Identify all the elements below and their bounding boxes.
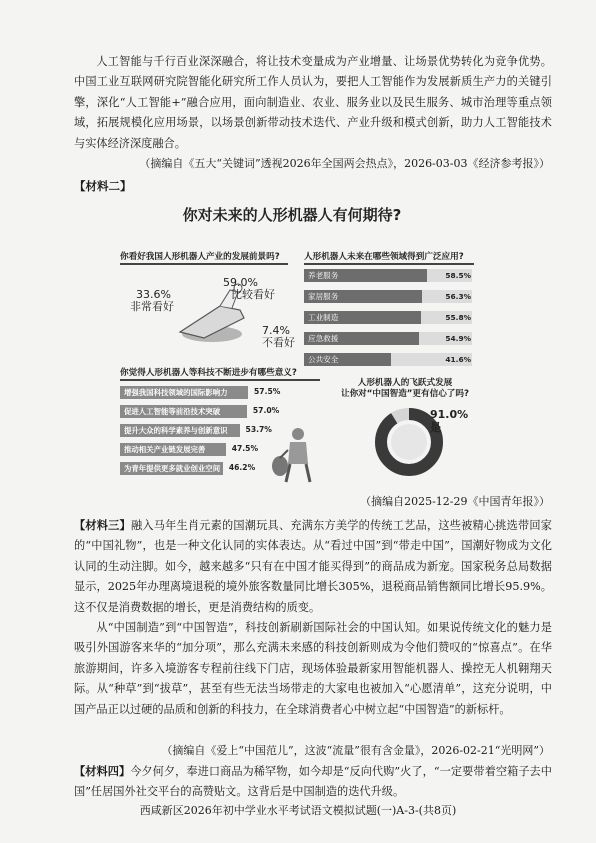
meaning-bar-row	[120, 386, 320, 399]
meaning-value: 46.2%	[228, 463, 256, 472]
pct-somewhat: 59.0%	[223, 276, 258, 289]
field-label: 养老服务	[308, 271, 339, 280]
field-value: 41.6%	[445, 355, 471, 364]
field-bar-row	[304, 353, 474, 366]
meaning-bar-row	[120, 405, 320, 418]
question-prospect: 你看好我国人形机器人产业的发展前景吗?	[120, 250, 288, 265]
meaning-label: 推动相关产业链发展完善	[124, 445, 206, 454]
meaning-value: 57.0%	[252, 406, 280, 415]
material4-label: 【材料四】	[74, 765, 131, 778]
label-somewhat: 比较看好	[231, 288, 275, 301]
infographic	[102, 200, 482, 483]
confidence-line1: 人形机器人的飞跃式发展	[357, 378, 453, 388]
question-meaning: 你觉得人形机器人等科技不断进步有哪些意义?	[120, 366, 320, 381]
confidence-pct: 91.0%	[430, 408, 469, 421]
field-bar-row	[304, 269, 474, 282]
material4-text: 今夕何夕，奉进口商品为稀罕物，如今却是“反向代购”火了，“一定要带着空箱子去中国”任居国外社交平台的高赞贴文。这背后是中国制造的迭代升级。	[74, 765, 552, 799]
field-label: 工业制造	[308, 313, 339, 322]
meaning-label: 提升大众的科学素养与创新意识	[124, 426, 228, 435]
field-label: 公共安全	[308, 355, 339, 364]
field-value: 55.8%	[445, 313, 471, 322]
pct-very: 33.6%	[136, 288, 171, 301]
material1-citation: （摘编自《五大“关键词”透视2026年全国两会热点》，2026-03-03《经济参考报》）	[139, 157, 550, 170]
material3-citation: （摘编自《爱上“中国范儿”，这波“流量”很有含金量》，2026-02-21“光明网”）	[161, 744, 550, 757]
material3-p1-text: 融入马年生肖元素的国潮玩具、充满东方美学的传统工艺品，这些被精心挑选带回家的“中国礼物”，也是一种文化认同的实体表达。从“看过中国”到“带走中国”，国潮好物成为文化认同的生动注脚。如今，越来越多“只有在中国才能买得到”的商品成为新宠。国家税务总局数据显示，2025年办理离境退税的境外旅客数量同比增长305%，退税商品销售额同比增长95.9%。这不仅是消费数据的增长，更是消费结构的质变。	[74, 519, 552, 614]
pie-label-somewhat-optimistic	[223, 277, 275, 301]
material3-label: 【材料三】	[74, 519, 131, 532]
meaning-value: 57.5%	[254, 387, 281, 396]
field-label: 应急救援	[308, 334, 339, 343]
field-value: 54.9%	[445, 334, 471, 343]
field-label: 家居服务	[308, 292, 339, 301]
material2-citation: （摘编自2025-12-29《中国青年报》）	[360, 495, 550, 508]
pie-label-very-optimistic	[130, 289, 174, 313]
pct-not: 7.4%	[262, 324, 290, 337]
question-fields: 人形机器人未来在哪些领域得到广泛应用?	[304, 250, 474, 265]
field-bar-row	[304, 311, 474, 324]
meaning-value: 53.7%	[245, 425, 272, 434]
page-footer: 西咸新区2026年初中学业水平考试语文模拟试题(一)A-3-(共8页)	[139, 804, 457, 817]
confidence-label	[430, 408, 468, 434]
infographic-title: 你对未来的人形机器人有何期待?	[182, 206, 402, 224]
field-value: 58.5%	[445, 271, 471, 280]
material4-paragraph	[74, 762, 552, 803]
label-not: 不看好	[262, 336, 295, 349]
field-bar-row	[304, 332, 474, 345]
material2-label: 【材料二】	[74, 179, 132, 193]
material3-paragraph1	[74, 516, 552, 618]
meaning-label: 增强我国科技领域的国际影响力	[124, 388, 228, 397]
pie-label-not-optimistic	[262, 325, 295, 349]
worker-vacuum-illustration	[272, 426, 320, 484]
field-bar-row	[304, 290, 474, 303]
material1-paragraph: 人工智能与千行百业深深融合，将让技术变量成为产业增量、让场景优势转化为竞争优势。中国工业互联网研究院智能化研究所工作人员认为，要把人工智能作为发展新质生产力的关键引擎，深化“人工智能+”融合应用，面向制造业、农业、服务业以及民生服务、城市治理等重点领域，拓展规模化应用场景，以场景创新带动技术迭代、产业升级和模式创新，助力人工智能技术与实体经济深度融合。	[74, 55, 552, 150]
confidence-line2: 让你对“中国智造”更有信心了吗?	[340, 389, 469, 399]
question-confidence	[340, 378, 470, 400]
confidence-yes: 是	[430, 421, 441, 434]
label-very: 非常看好	[130, 300, 174, 313]
meaning-value: 47.5%	[231, 444, 259, 453]
meaning-label: 为青年提供更多就业创业空间	[124, 464, 221, 473]
material3-paragraph2: 从“中国制造”到“中国智造”，科技创新刷新国际社会的中国认知。如果说传统文化的魅力是吸引外国游客来华的“加分项”，那么充满未来感的科技创新则成为令他们赞叹的“惊喜点”。在华旅游期间，许多入境游客专程前往线下门店，现场体验最新家用智能机器人、操控无人机翱翔天际。从“种草”到“拔草”，甚至有些无法当场带走的大家电也被加入“心愿清单”，这充分说明，中国产品正以过硬的品质和创新的科技力，在全球消费者心中树立起“中国智造”的新标杆。	[74, 621, 552, 716]
field-value: 56.3%	[445, 292, 471, 301]
meaning-label: 促进人工智能等前沿技术突破	[124, 407, 221, 416]
